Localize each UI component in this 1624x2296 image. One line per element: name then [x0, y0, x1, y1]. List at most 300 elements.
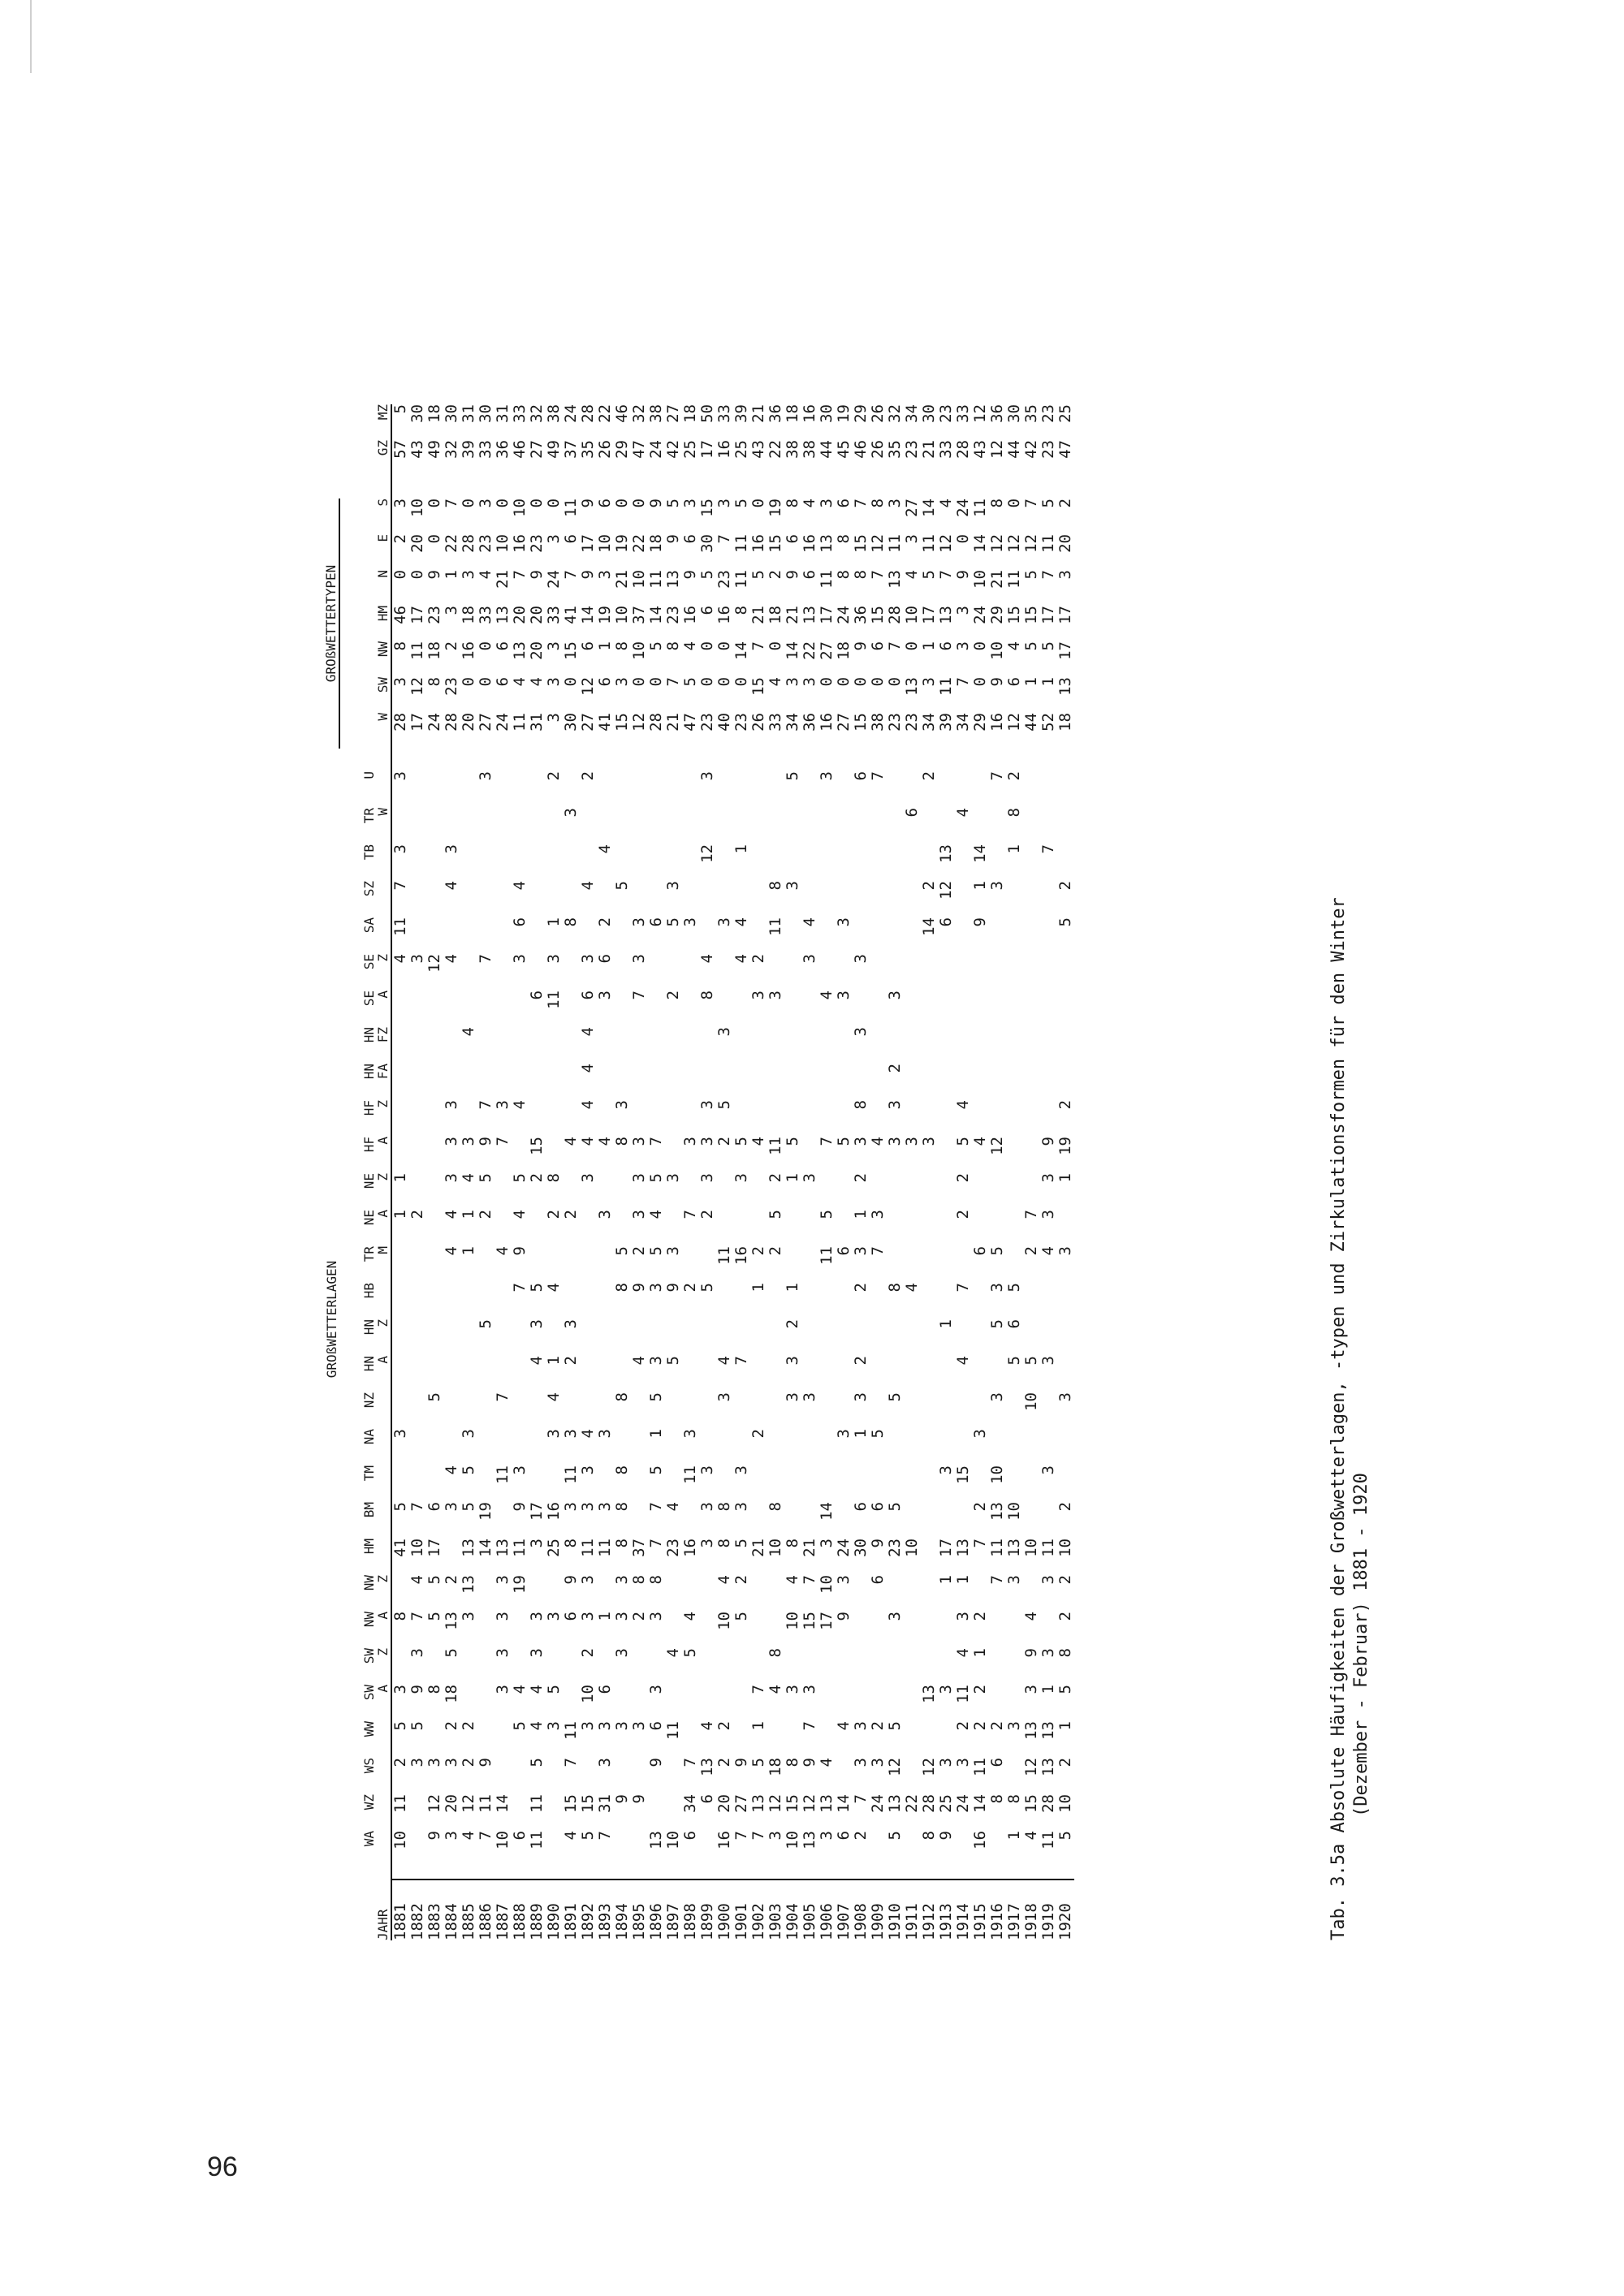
lage-cell: 11	[988, 1539, 1006, 1557]
lage-cell: 6	[511, 917, 529, 927]
lage-cell: 5	[869, 1429, 887, 1439]
lage-cell	[1023, 881, 1040, 917]
lage-cell	[426, 844, 443, 881]
lage-cell: 3	[937, 1758, 955, 1767]
lage-cell	[409, 1392, 426, 1429]
lage-cell	[972, 1356, 989, 1392]
lage-cell	[648, 808, 665, 844]
lage-cell: 30	[852, 1539, 870, 1557]
lage-cell	[409, 844, 426, 881]
lage-cell	[580, 1392, 597, 1429]
lage-cell: 5	[886, 1831, 904, 1841]
lage-cell: 9	[937, 1831, 955, 1841]
lage-cell: 5	[698, 1283, 716, 1293]
lage-cell: 8	[1005, 1794, 1023, 1804]
lage-cell: 12	[988, 1137, 1006, 1155]
lage-cell: 3	[852, 954, 870, 964]
lage-cell: 8	[647, 1575, 665, 1585]
lage-cell: 3	[988, 1283, 1006, 1293]
lage-cell	[495, 917, 512, 954]
lage-cell: 7	[732, 1356, 750, 1366]
lage-cell: 5	[886, 1721, 904, 1731]
zirkulation-cell: 5	[391, 404, 409, 414]
zirkulation-cell: 42	[664, 440, 682, 459]
table-row	[955, 404, 972, 1940]
lage-cell	[597, 1246, 614, 1283]
lage-column-header	[339, 1356, 391, 1392]
lage-cell	[955, 1064, 972, 1100]
lage-cell: 7	[954, 1283, 972, 1293]
lage-cell	[716, 844, 733, 881]
typ-cell: 0	[749, 498, 767, 508]
lage-cell: 7	[408, 1502, 426, 1512]
lage-cell	[631, 1064, 648, 1100]
zirkulation-cell: 49	[545, 440, 563, 459]
lage-cell	[767, 1721, 784, 1758]
typ-cell: 1	[1022, 677, 1040, 687]
lage-cell: 3	[886, 1137, 904, 1146]
lage-cell: 4	[443, 1465, 460, 1475]
zirkulation-cell: 46	[613, 404, 631, 423]
lage-cell: 2	[528, 1173, 546, 1183]
lage-cell: 4	[954, 808, 972, 818]
lage-cell: 11	[528, 1794, 546, 1813]
lage-cell: 2	[562, 1210, 580, 1219]
lage-cell	[614, 1685, 631, 1721]
lage-cell: 13	[818, 1794, 836, 1813]
typ-cell: 20	[528, 641, 546, 660]
lage-cell: 9	[647, 1758, 665, 1767]
typ-cell: 22	[443, 534, 460, 553]
lage-cell: 2	[732, 1575, 750, 1585]
lage-cell: 3	[835, 990, 853, 1000]
year-cell: 1908	[852, 1903, 870, 1940]
zirkulation-cell: 43	[971, 440, 989, 459]
lage-cell: 2	[971, 1721, 989, 1731]
lage-cell: 3	[698, 1173, 716, 1183]
lage-cell	[563, 1246, 580, 1283]
lage-cell	[836, 1283, 853, 1319]
lage-cell: 13	[749, 1794, 767, 1813]
lage-cell	[716, 1173, 733, 1210]
lage-cell	[921, 1283, 938, 1319]
lage-cell	[1006, 954, 1023, 990]
year-cell: 1902	[749, 1903, 767, 1940]
lage-cell	[921, 808, 938, 844]
lage-cell	[563, 1283, 580, 1319]
lage-cell	[818, 1465, 836, 1502]
year-cell: 1907	[835, 1903, 853, 1940]
lage-cell	[989, 1831, 1006, 1867]
lage-cell	[580, 1210, 597, 1246]
table-row	[580, 404, 597, 1940]
lage-cell	[597, 1319, 614, 1356]
lage-cell: 21	[749, 1539, 767, 1557]
lage-cell: 2	[477, 1210, 495, 1219]
lage-cell	[750, 1356, 767, 1392]
typ-cell: 6	[596, 498, 614, 508]
lage-header-line1: NA	[361, 1429, 378, 1445]
lage-cell	[1023, 990, 1040, 1027]
lage-cell: 3	[664, 1246, 682, 1256]
lage-cell	[1057, 954, 1074, 990]
lage-cell	[426, 1173, 443, 1210]
lage-cell	[904, 1721, 921, 1758]
lage-column-header	[339, 1283, 391, 1319]
lage-cell	[409, 917, 426, 954]
lage-cell	[614, 1758, 631, 1794]
lage-cell	[870, 881, 887, 917]
lage-cell: 3	[698, 771, 716, 781]
lage-cell: 4	[818, 990, 836, 1000]
lage-cell: 4	[596, 844, 614, 854]
typ-cell: 0	[698, 677, 716, 687]
lage-cell	[1006, 917, 1023, 954]
lage-cell: 3	[698, 1137, 716, 1146]
lage-cell	[887, 1027, 904, 1064]
lage-cell: 7	[988, 771, 1006, 781]
lage-cell: 2	[681, 1283, 699, 1293]
typ-cell: 8	[852, 570, 870, 580]
lage-cell: 3	[562, 808, 580, 818]
lage-cell: 6	[681, 1831, 699, 1841]
lage-cell	[665, 844, 682, 881]
lage-cell	[665, 1210, 682, 1246]
lage-cell: 3	[1022, 1685, 1040, 1694]
typ-cell: 9	[664, 534, 682, 544]
lage-cell: 5	[732, 1137, 750, 1146]
typ-cell: 0	[698, 641, 716, 651]
lage-cell	[614, 808, 631, 844]
lage-cell: 9	[408, 1685, 426, 1694]
lage-cell	[801, 1648, 818, 1685]
lage-cell	[460, 808, 477, 844]
lage-header-line1: WA	[361, 1831, 378, 1847]
typ-cell: 7	[852, 498, 870, 508]
lage-cell	[682, 1392, 699, 1429]
lage-cell: 3	[869, 1758, 887, 1767]
lage-cell: 12	[1022, 1758, 1040, 1776]
typ-cell: 14	[920, 498, 938, 517]
lage-cell	[904, 1246, 921, 1283]
lage-header-line1: NE	[361, 1210, 378, 1226]
lage-cell: 5	[664, 1356, 682, 1366]
lage-cell: 11	[477, 1794, 495, 1813]
lage-cell	[716, 771, 733, 808]
lage-cell	[972, 990, 989, 1027]
lage-cell	[614, 954, 631, 990]
lage-cell: 12	[425, 954, 443, 973]
lage-cell: 13	[1039, 1758, 1057, 1776]
lage-cell	[631, 1465, 648, 1502]
zirkulation-cell: 30	[1005, 404, 1023, 423]
lage-cell	[972, 1100, 989, 1137]
lage-cell	[972, 1210, 989, 1246]
lage-header-line1: HN	[361, 1319, 378, 1336]
lage-column-header	[339, 1794, 391, 1831]
lage-cell: 3	[920, 1137, 938, 1146]
group-label-grosswettertypen: GROßWETTERTYPEN	[321, 498, 339, 749]
typ-cell: 36	[852, 606, 870, 624]
zirkulation-cell: 39	[460, 440, 477, 459]
lage-cell	[904, 1612, 921, 1648]
lage-cell: 11	[562, 1465, 580, 1484]
lage-cell: 10	[1022, 1392, 1040, 1411]
lage-cell: 3	[749, 990, 767, 1000]
lage-cell	[750, 1612, 767, 1648]
lage-cell: 3	[801, 954, 818, 964]
lage-cell	[801, 1100, 818, 1137]
lage-cell: 8	[613, 1465, 631, 1475]
zirkulation-cell: 32	[528, 404, 546, 423]
lage-cell	[801, 1027, 818, 1064]
lage-cell	[699, 1392, 716, 1429]
lage-cell: 5	[1022, 1356, 1040, 1366]
typ-cell: 3	[596, 570, 614, 580]
lage-cell: 25	[937, 1794, 955, 1813]
typ-cell: 5	[1022, 570, 1040, 580]
lage-cell: 13	[920, 1685, 938, 1703]
lage-cell	[665, 1794, 682, 1831]
lage-column-header	[339, 1392, 391, 1429]
typ-cell: 7	[869, 570, 887, 580]
lage-cell	[767, 1283, 784, 1319]
typ-cell: 18	[1056, 713, 1074, 732]
lage-cell	[836, 844, 853, 881]
lage-cell	[784, 1429, 801, 1465]
lage-cell	[512, 990, 529, 1027]
lage-cell: 1	[545, 1356, 563, 1366]
lage-cell	[750, 917, 767, 954]
lage-cell: 10	[903, 1539, 921, 1557]
lage-cell: 14	[494, 1794, 512, 1813]
lage-cell	[409, 1137, 426, 1173]
lage-cell	[665, 954, 682, 990]
lage-cell	[546, 1100, 563, 1137]
lage-cell: 5	[835, 1137, 853, 1146]
typ-cell: 20	[511, 606, 529, 624]
lage-cell: 3	[494, 1575, 512, 1585]
lage-cell: 2	[767, 1173, 784, 1183]
lage-cell: 10	[818, 1575, 836, 1594]
table-row	[853, 404, 870, 1940]
lage-cell	[938, 1246, 955, 1283]
lage-cell	[818, 917, 836, 954]
lage-cell: 5	[647, 1465, 665, 1475]
lage-cell: 3	[852, 1027, 870, 1037]
lage-cell	[784, 844, 801, 881]
lage-cell	[989, 1027, 1006, 1064]
lage-cell: 5	[460, 1502, 477, 1512]
lage-cell: 10	[1056, 1794, 1074, 1813]
lage-cell	[460, 1648, 477, 1685]
lage-cell	[887, 1685, 904, 1721]
lage-cell: 1	[852, 1210, 870, 1219]
typ-cell: 5	[1039, 498, 1057, 508]
typ-cell: 33	[477, 606, 495, 624]
typ-cell: 14	[647, 606, 665, 624]
zirkulation-cell: 25	[1056, 404, 1074, 423]
typ-cell: 9	[528, 570, 546, 580]
lage-cell	[477, 1392, 495, 1429]
lage-cell: 4	[971, 1137, 989, 1146]
lage-column-header	[339, 844, 391, 881]
typ-cell: 4	[937, 498, 955, 508]
table-row	[1023, 404, 1040, 1940]
zirkulation-column-header: MZ	[339, 404, 391, 440]
lage-cell: 4	[954, 1356, 972, 1366]
table-row	[818, 404, 836, 1940]
lage-cell	[477, 1064, 495, 1100]
lage-cell: 6	[835, 1246, 853, 1256]
lage-header-line1: SW	[361, 1685, 378, 1701]
lage-cell	[904, 1831, 921, 1867]
lage-cell	[921, 990, 938, 1027]
lage-cell: 3	[852, 1758, 870, 1767]
lage-cell: 3	[698, 1539, 716, 1548]
zirkulation-cell: 30	[818, 404, 836, 423]
lage-cell	[1023, 917, 1040, 954]
typ-cell: 9	[425, 570, 443, 580]
lage-cell	[665, 1137, 682, 1173]
lage-cell: 1	[749, 1283, 767, 1293]
lage-cell	[495, 1027, 512, 1064]
lage-header-line2	[377, 1283, 391, 1319]
lage-cell	[477, 1246, 495, 1283]
lage-cell: 3	[579, 1465, 597, 1475]
typ-cell: 10	[971, 570, 989, 589]
typ-cell: 12	[1022, 534, 1040, 553]
lage-cell: 2	[408, 1210, 426, 1219]
lage-cell: 9	[835, 1612, 853, 1621]
lage-cell: 3	[630, 1210, 648, 1219]
year-cell: 1889	[528, 1903, 546, 1940]
lage-cell: 11	[391, 917, 409, 936]
lage-cell: 3	[596, 990, 614, 1000]
lage-cell	[648, 1794, 665, 1831]
lage-cell	[391, 990, 409, 1027]
typ-cell: 0	[408, 570, 426, 580]
lage-cell: 10	[1056, 1539, 1074, 1557]
lage-cell: 4	[579, 881, 597, 891]
lage-cell	[1006, 1429, 1023, 1465]
lage-cell	[921, 1465, 938, 1502]
lage-column-header	[339, 1210, 391, 1246]
typ-cell: 10	[596, 534, 614, 553]
lage-cell: 11	[954, 1685, 972, 1703]
lage-cell: 3	[1039, 1648, 1057, 1658]
typ-cell: 17	[579, 534, 597, 553]
lage-cell	[597, 1173, 614, 1210]
zirkulation-cell: 43	[408, 440, 426, 459]
lage-cell: 1	[937, 1319, 955, 1329]
lage-cell: 14	[477, 1539, 495, 1557]
typ-cell: 23	[886, 713, 904, 732]
lage-cell: 3	[579, 1721, 597, 1731]
lage-cell: 7	[647, 1539, 665, 1548]
lage-cell: 6	[425, 1502, 443, 1512]
lage-header-line2: A	[375, 1612, 391, 1620]
table-row	[1006, 404, 1023, 1940]
typ-cell: 15	[852, 713, 870, 732]
lage-cell	[409, 1283, 426, 1319]
lage-cell	[801, 1502, 818, 1539]
typ-cell: 0	[562, 677, 580, 687]
typ-cell: 6	[562, 534, 580, 544]
lage-cell	[1006, 1465, 1023, 1502]
lage-cell	[767, 1356, 784, 1392]
lage-cell: 3	[886, 990, 904, 1000]
lage-cell	[682, 1319, 699, 1356]
lage-cell: 17	[937, 1539, 955, 1557]
lage-cell	[921, 1612, 938, 1648]
lage-cell: 3	[1056, 1246, 1074, 1256]
lage-cell	[391, 1137, 409, 1173]
typ-cell: 2	[1056, 498, 1074, 508]
typ-cell: 13	[801, 606, 818, 624]
lage-cell: 3	[460, 1137, 477, 1146]
lage-cell	[904, 990, 921, 1027]
lage-cell: 8	[920, 1831, 938, 1841]
lage-cell	[477, 1356, 495, 1392]
year-cell: 1911	[903, 1903, 921, 1940]
lage-cell: 4	[511, 1685, 529, 1694]
lage-cell	[1040, 771, 1057, 808]
lage-cell: 4	[511, 1210, 529, 1219]
typ-cell: 9	[954, 570, 972, 580]
year-cell: 1885	[460, 1903, 477, 1940]
lage-cell	[391, 1246, 409, 1283]
lage-cell	[938, 1064, 955, 1100]
lage-cell: 3	[698, 1465, 716, 1475]
lage-cell	[989, 1429, 1006, 1465]
lage-cell	[460, 917, 477, 954]
lage-cell: 5	[784, 771, 801, 781]
lage-cell	[546, 881, 563, 917]
table-row	[409, 404, 426, 1940]
lage-cell: 4	[630, 1356, 648, 1366]
typ-cell: 13	[494, 606, 512, 624]
lage-cell: 5	[477, 1173, 495, 1183]
lage-cell: 3	[596, 1721, 614, 1731]
lage-cell: 23	[886, 1539, 904, 1557]
lage-cell: 3	[579, 1173, 597, 1183]
typ-cell: 20	[408, 534, 426, 553]
lage-cell: 3	[1056, 1392, 1074, 1402]
typ-cell: 3	[545, 641, 563, 651]
lage-cell: 4	[647, 1210, 665, 1219]
lage-cell	[733, 1064, 750, 1100]
typ-cell: 18	[767, 606, 784, 624]
lage-cell: 4	[784, 1575, 801, 1585]
lage-cell	[512, 1392, 529, 1429]
zirkulation-cell: 30	[477, 404, 495, 423]
lage-cell	[921, 1210, 938, 1246]
typ-column-header: NW	[339, 641, 391, 677]
lage-header-line1: BM	[361, 1502, 378, 1518]
lage-cell: 25	[545, 1539, 563, 1557]
lage-cell: 8	[562, 917, 580, 927]
lage-cell	[853, 881, 870, 917]
year-cell: 1904	[784, 1903, 801, 1940]
lage-cell: 2	[630, 1246, 648, 1256]
lage-cell: 5	[647, 1173, 665, 1183]
lage-cell: 5	[391, 1502, 409, 1512]
lage-cell	[529, 1064, 546, 1100]
lage-cell	[938, 1173, 955, 1210]
lage-cell: 16	[545, 1502, 563, 1521]
lage-cell: 15	[954, 1465, 972, 1484]
